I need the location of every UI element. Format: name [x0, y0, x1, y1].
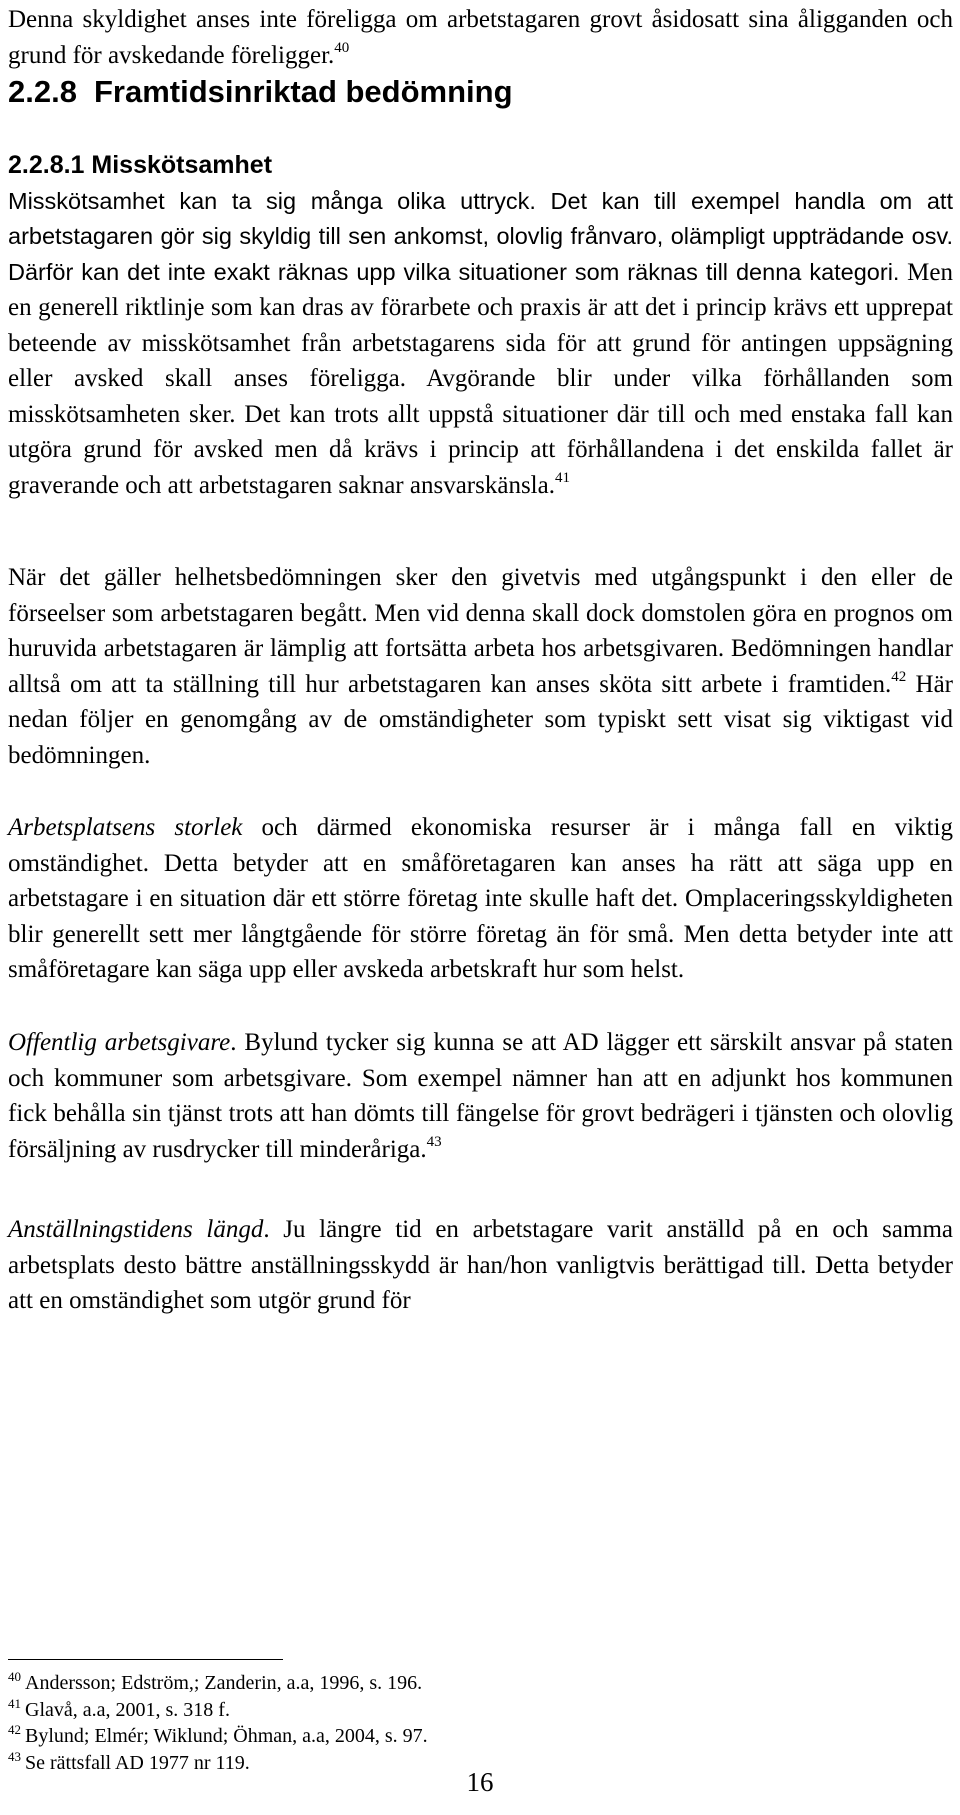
- footnote-number: 41: [8, 1695, 21, 1711]
- footnote-number: 40: [8, 1669, 21, 1684]
- paragraph-text-b: Här nedan följer en genomgång av de omständigheter som typiskt sett visat sig viktigast vid bedömningen.: [8, 670, 953, 769]
- paragraph-helhetsbedomning: [8, 560, 953, 773]
- subsection-number: 2.2.8.1: [8, 151, 85, 179]
- paragraph-arbetsplatsens-storlek: [8, 810, 953, 988]
- paragraph-offentlig-arbetsgivare: [8, 1025, 953, 1167]
- footnote-text: Andersson; Edström,; Zanderin, a.a, 1996, s. 196.: [25, 1672, 423, 1694]
- footnote-number: 43: [8, 1748, 21, 1764]
- subsection-heading: [8, 148, 953, 184]
- term-arbetsplatsens-storlek: Arbetsplatsens storlek: [8, 814, 243, 841]
- footnote-ref-42[interactable]: 42: [891, 668, 907, 685]
- section-number: 2.2.8: [8, 74, 77, 109]
- footnote-number: 42: [8, 1722, 21, 1737]
- paragraph-text: . Bylund tycker sig kunna se att AD lägger ett särskilt ansvar på staten och kommuner som arbetsgivare. Som exempel nämner han att en adjunkt hos kommunen fick behålla sin tjänst trots att han dömts till fängelse för grovt bedrägeri i tjänsten och olovlig försäljning av rusdrycker till minderåriga.: [8, 1029, 953, 1163]
- subsection-title: Misskötsamhet: [91, 151, 273, 179]
- term-offentlig-arbetsgivare: Offentlig arbetsgivare: [8, 1029, 231, 1056]
- page-number: 16: [466, 1767, 494, 1797]
- paragraph-serif-text: Men en generell riktlinje som kan dras av förarbete och praxis är att det i princip krävs ett upprepat beteende av misskötsamhet från arbetstagarens sida för att grund för antingen uppsägning eller avsked skall anses föreligga. Avgörande blir under vilka förhållanden som misskötsamheten sker. Det kan trots allt uppstå situationer där till och med enstaka fall kan utgöra grund för avsked men då krävs i princip att förhållandena i det enskilda fallet är graverande och att arbetstagaren saknar ansvarskänsla.: [8, 258, 953, 499]
- intro-text: Denna skyldighet anses inte föreligga om arbetstagaren grovt åsidosatt sina åligganden och grund för avskedande föreligger.: [8, 6, 953, 69]
- footnote-item: [8, 1670, 908, 1697]
- footnote-text: Se rättsfall AD 1977 nr 119.: [25, 1751, 250, 1774]
- footnote-text: Glavå, a.a, 2001, s. 318 f.: [25, 1698, 230, 1721]
- term-anstallningstidens-langd: Anställningstidens längd: [8, 1216, 264, 1243]
- section-heading: [8, 72, 513, 112]
- paragraph-anstallningstidens-langd: [8, 1212, 953, 1319]
- footnote-item: [8, 1697, 908, 1724]
- footnote-ref-41[interactable]: 41: [554, 469, 570, 486]
- footnote-item: [8, 1723, 908, 1750]
- paragraph-sans-text: Misskötsamhet kan ta sig många olika uttryck. Det kan till exempel handla om att arbetstagaren gör sig skyldig till sen ankomst, olovlig frånvaro, olämpligt uppträdande osv. Därför kan det inte exakt räknas upp vilka situationer som räknas till denna kategori.: [8, 187, 953, 285]
- footnote-ref-43[interactable]: 43: [426, 1133, 442, 1150]
- footnotes: [8, 1670, 908, 1776]
- footnote-divider: [8, 1659, 283, 1660]
- paragraph-text-a: När det gäller helhetsbedömningen sker den givetvis med utgångspunkt i den eller de förseelser som arbetstagaren begått. Men vid denna skall dock domstolen göra en prognos om huruvida arbetstagaren är lämplig att fortsätta arbeta hos arbetsgivaren. Bedömningen handlar alltså om att ta ställning till hur arbetstagaren kan anses sköta sitt arbete i framtiden.: [8, 564, 953, 698]
- paragraph-text: och därmed ekonomiska resurser är i många fall en viktig omständighet. Detta betyder att en småföretagaren kan anses ha rätt att säga upp en arbetstagare i en situation där ett större företag inte skulle haft det. Omplaceringsskyldigheten blir generellt sett mer långtgående för större företag än för små. Men detta betyder inte att småföretagare kan säga upp eller avskeda arbetskraft hur som helst.: [8, 814, 953, 983]
- footnote-text: Bylund; Elmér; Wiklund; Öhman, a.a, 2004, s. 97.: [25, 1725, 428, 1747]
- footnote-ref-40[interactable]: 40: [334, 39, 350, 56]
- section-title: Framtidsinriktad bedömning: [94, 74, 513, 109]
- paragraph-intro: [8, 2, 953, 73]
- paragraph-text: . Ju längre tid en arbetstagare varit anställd på en och samma arbetsplats desto bättre anställningsskydd är han/hon vanligtvis berättigad till. Detta betyder att en omständighet som utgör grund för: [8, 1216, 953, 1314]
- paragraph-misskotsamhet: [8, 148, 953, 503]
